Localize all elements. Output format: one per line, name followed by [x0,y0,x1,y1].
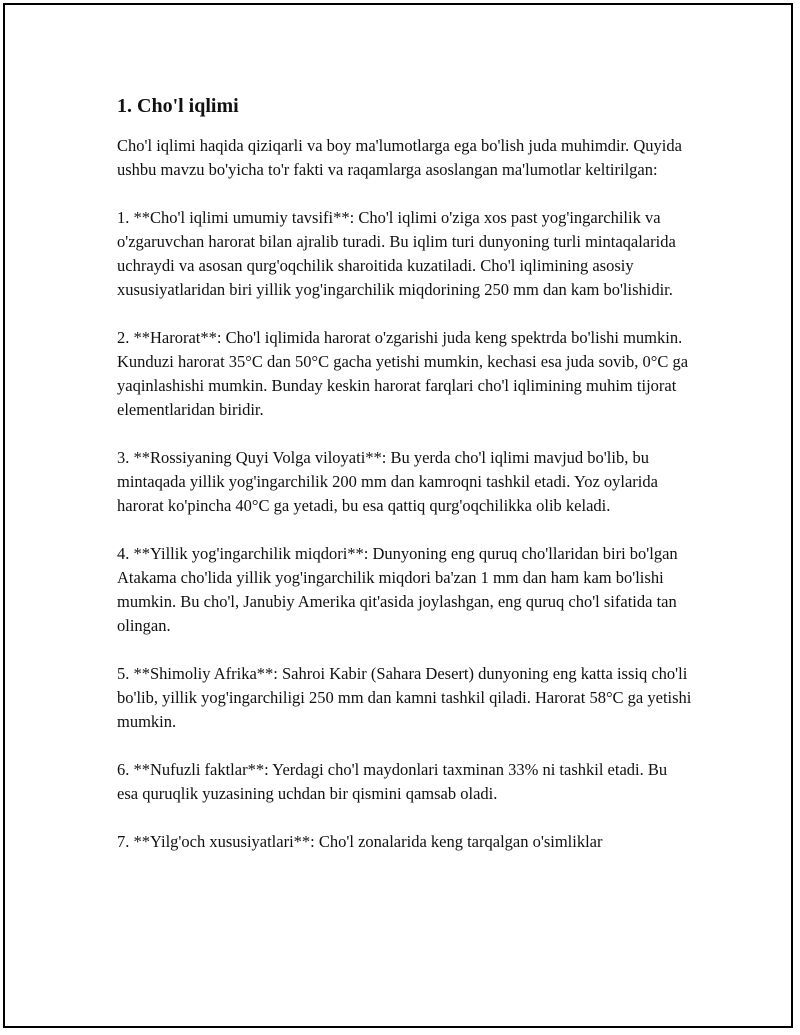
fact-paragraph-7: 7. **Yilg'och xususiyatlari**: Cho'l zonalarida keng tarqalgan o'simliklar [117,832,603,851]
fact-paragraph-6: 6. **Nufuzli faktlar**: Yerdagi cho'l maydonlari taxminan 33% ni tashkil etadi. Bu esa quruqlik yuzasining uchdan bir qismini qamsab oladi. [117,760,668,803]
document-content [117,92,692,854]
fact-paragraph-1: 1. **Cho'l iqlimi umumiy tavsifi**: Cho'l iqlimi o'ziga xos past yog'ingarchilik va o'zgaruvchan harorat bilan ajralib turadi. Bu iqlim turi dunyoning turli mintaqalarida uchraydi va asosan qurg'oqchilik sharoitida kuzatiladi. Cho'l iqlimining asosiy xususiyatlaridan biri yillik yog'ingarchilik miqdorining 250 mm dan kam bo'lishidir. [117,208,676,299]
fact-paragraph-4: 4. **Yillik yog'ingarchilik miqdori**: Dunyoning eng quruq cho'llaridan biri bo'lgan Atakama cho'lida yillik yog'ingarchilik miqdori ba'zan 1 mm dan ham kam bo'lishi mumkin. Bu cho'l, Janubiy Amerika qit'asida joylashgan, eng quruq cho'l sifatida tan olingan. [117,544,678,635]
fact-paragraph-2: 2. **Harorat**: Cho'l iqlimida harorat o'zgarishi juda keng spektrda bo'lishi mumkin. Kunduzi harorat 35°C dan 50°C gacha yetishi mumkin, kechasi esa juda sovib, 0°C ga yaqinlashishi mumkin. Bunday keskin harorat farqlari cho'l iqlimining muhim tijorat elementlaridan biridir. [117,328,689,419]
fact-paragraph-3: 3. **Rossiyaning Quyi Volga viloyati**: Bu yerda cho'l iqlimi mavjud bo'lib, bu mintaqada yillik yog'ingarchilik 200 mm dan kamroqni tashkil etadi. Yoz oylarida harorat ko'pincha 40°C ga yetadi, bu esa qattiq qurg'oqchilikka olib keladi. [117,448,658,515]
fact-paragraph-5: 5. **Shimoliy Afrika**: Sahroi Kabir (Sahara Desert) dunyoning eng katta issiq cho'li bo'lib, yillik yog'ingarchiligi 250 mm dan kamni tashkil qiladi. Harorat 58°C ga yetishi mumkin. [117,664,692,731]
section-heading: 1. Cho'l iqlimi [117,95,239,117]
intro-paragraph: Cho'l iqlimi haqida qiziqarli va boy ma'lumotlarga ega bo'lish juda muhimdir. Quyida ushbu mavzu bo'yicha to'r fakti va raqamlarga asoslangan ma'lumotlar keltirilgan: [117,136,682,179]
